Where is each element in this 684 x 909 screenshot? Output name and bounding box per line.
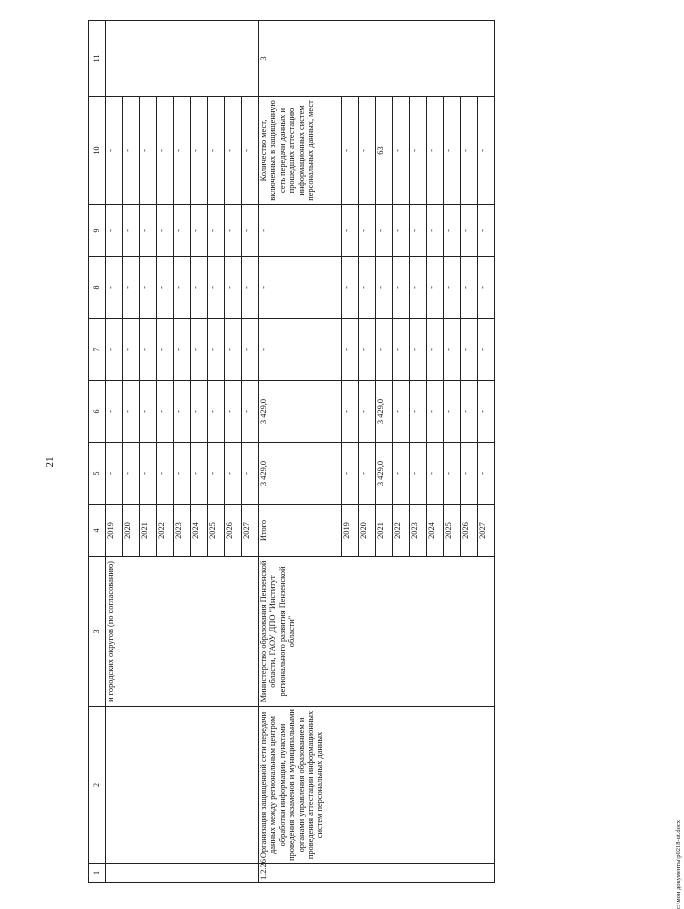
value-cell: - bbox=[140, 443, 157, 505]
value-cell: - bbox=[191, 257, 208, 319]
value-cell: - bbox=[106, 443, 123, 505]
value-cell: - bbox=[208, 257, 225, 319]
value-cell: - bbox=[393, 205, 410, 257]
value-cell: - bbox=[208, 319, 225, 381]
value-cell: - bbox=[174, 319, 191, 381]
value-cell: - bbox=[478, 205, 495, 257]
value-cell: - bbox=[157, 205, 174, 257]
table-row bbox=[106, 21, 123, 883]
value-cell: - bbox=[410, 205, 427, 257]
value-cell: - bbox=[461, 205, 478, 257]
row-number-cell bbox=[106, 864, 259, 883]
value-cell: - bbox=[242, 319, 259, 381]
program-table-rotated bbox=[88, 21, 532, 883]
value-cell: - bbox=[376, 319, 393, 381]
value-cell: - bbox=[410, 97, 427, 205]
value-cell: - bbox=[208, 381, 225, 443]
value-cell: - bbox=[444, 97, 461, 205]
column-number-6: 6 bbox=[89, 381, 106, 443]
row-name-cell bbox=[106, 707, 259, 864]
value-cell: - bbox=[359, 257, 376, 319]
value-cell: - bbox=[157, 97, 174, 205]
value-cell: - bbox=[242, 97, 259, 205]
value-cell: - bbox=[393, 443, 410, 505]
program-table bbox=[88, 20, 495, 883]
column-number-3: 3 bbox=[89, 557, 106, 707]
value-cell: - bbox=[444, 205, 461, 257]
total-value-cell: 3 429,0 bbox=[259, 443, 342, 505]
value-cell: - bbox=[140, 257, 157, 319]
column-number-1: 1 bbox=[89, 864, 106, 883]
column-number-2: 2 bbox=[89, 707, 106, 864]
value-cell: - bbox=[208, 443, 225, 505]
page-number: 21 bbox=[44, 456, 56, 468]
value-cell: - bbox=[140, 97, 157, 205]
value-cell: - bbox=[376, 257, 393, 319]
row-number-cell: 1.2.26 bbox=[259, 864, 495, 883]
total-value-cell: - bbox=[259, 319, 342, 381]
year-cell: 2019 bbox=[106, 505, 123, 557]
value-cell: - bbox=[225, 381, 242, 443]
year-cell: 2023 bbox=[410, 505, 427, 557]
value-cell: 3 429,0 bbox=[376, 443, 393, 505]
value-cell: - bbox=[376, 205, 393, 257]
column-number-10: 10 bbox=[89, 97, 106, 205]
value-cell: - bbox=[444, 443, 461, 505]
value-cell: - bbox=[225, 257, 242, 319]
value-cell: - bbox=[342, 381, 359, 443]
value-cell: - bbox=[191, 205, 208, 257]
column-number-7: 7 bbox=[89, 319, 106, 381]
value-cell: - bbox=[427, 205, 444, 257]
value-cell: - bbox=[123, 381, 140, 443]
value-cell: - bbox=[242, 257, 259, 319]
value-cell: - bbox=[359, 205, 376, 257]
year-cell: 2021 bbox=[376, 505, 393, 557]
value-cell: - bbox=[342, 97, 359, 205]
value-cell: - bbox=[461, 443, 478, 505]
value-cell: - bbox=[478, 97, 495, 205]
value-cell: - bbox=[123, 205, 140, 257]
value-cell: 63 bbox=[376, 97, 393, 205]
year-cell: 2027 bbox=[242, 505, 259, 557]
value-cell: - bbox=[106, 381, 123, 443]
year-cell: 2027 bbox=[478, 505, 495, 557]
value-cell: - bbox=[393, 381, 410, 443]
value-cell: - bbox=[359, 443, 376, 505]
value-cell: - bbox=[174, 443, 191, 505]
year-cell: 2024 bbox=[191, 505, 208, 557]
value-cell: - bbox=[410, 319, 427, 381]
column-number-5: 5 bbox=[89, 443, 106, 505]
value-cell: 3 429,0 bbox=[376, 381, 393, 443]
value-cell: - bbox=[140, 319, 157, 381]
value-cell: - bbox=[444, 257, 461, 319]
year-cell: 2022 bbox=[157, 505, 174, 557]
year-cell: 2022 bbox=[393, 505, 410, 557]
value-cell: - bbox=[427, 97, 444, 205]
value-cell: - bbox=[225, 97, 242, 205]
value-cell: - bbox=[410, 257, 427, 319]
value-cell: - bbox=[342, 443, 359, 505]
value-cell: - bbox=[157, 257, 174, 319]
year-cell: 2024 bbox=[427, 505, 444, 557]
column-number-row bbox=[89, 21, 106, 883]
column-number-4: 4 bbox=[89, 505, 106, 557]
value-cell: - bbox=[123, 443, 140, 505]
executor-cell: и городских округов (по согласованию) bbox=[106, 557, 259, 707]
value-cell: - bbox=[225, 319, 242, 381]
value-cell: - bbox=[359, 319, 376, 381]
value-cell: - bbox=[461, 257, 478, 319]
value-cell: - bbox=[140, 205, 157, 257]
value-cell: - bbox=[208, 205, 225, 257]
value-cell: - bbox=[106, 257, 123, 319]
value-cell: - bbox=[461, 381, 478, 443]
value-cell: - bbox=[461, 319, 478, 381]
value-cell: - bbox=[342, 205, 359, 257]
year-cell: 2019 bbox=[342, 505, 359, 557]
total-value-cell: - bbox=[259, 205, 342, 257]
year-cell: 2026 bbox=[461, 505, 478, 557]
value-cell: - bbox=[427, 319, 444, 381]
year-cell: 2023 bbox=[174, 505, 191, 557]
value-cell: - bbox=[157, 319, 174, 381]
value-cell: - bbox=[174, 97, 191, 205]
total-value-cell: 3 429,0 bbox=[259, 381, 342, 443]
value-cell: - bbox=[123, 257, 140, 319]
value-cell: - bbox=[427, 381, 444, 443]
value-cell: - bbox=[478, 381, 495, 443]
value-cell: - bbox=[106, 319, 123, 381]
value-cell: - bbox=[140, 381, 157, 443]
value-cell: - bbox=[461, 97, 478, 205]
column-number-8: 8 bbox=[89, 257, 106, 319]
value-cell: - bbox=[427, 443, 444, 505]
value-cell: - bbox=[157, 381, 174, 443]
value-cell: - bbox=[393, 319, 410, 381]
value-cell: - bbox=[174, 205, 191, 257]
value-cell: - bbox=[444, 319, 461, 381]
value-cell: - bbox=[359, 381, 376, 443]
value-cell: - bbox=[123, 319, 140, 381]
value-cell: - bbox=[478, 443, 495, 505]
table-row-total bbox=[259, 21, 342, 883]
col11-cell bbox=[106, 21, 259, 97]
value-cell: - bbox=[478, 319, 495, 381]
footer-file-path: c:\мои документы\p0218-ut.docx bbox=[675, 820, 682, 909]
value-cell: - bbox=[191, 381, 208, 443]
total-value-cell: - bbox=[259, 257, 342, 319]
value-cell: - bbox=[242, 205, 259, 257]
value-cell: - bbox=[410, 443, 427, 505]
value-cell: - bbox=[191, 443, 208, 505]
value-cell: - bbox=[444, 381, 461, 443]
value-cell: - bbox=[410, 381, 427, 443]
value-cell: - bbox=[174, 257, 191, 319]
value-cell: - bbox=[157, 443, 174, 505]
executor-cell: Министерство образования Пензенской области, ГАОУ ДПО "Институт регионального развития Пензенской области" bbox=[259, 557, 495, 707]
value-cell: - bbox=[191, 97, 208, 205]
year-cell: 2025 bbox=[444, 505, 461, 557]
value-cell: - bbox=[342, 319, 359, 381]
value-cell: - bbox=[225, 443, 242, 505]
column-number-11: 11 bbox=[89, 21, 106, 97]
value-cell: - bbox=[123, 97, 140, 205]
value-cell: - bbox=[393, 97, 410, 205]
value-cell: - bbox=[106, 97, 123, 205]
value-cell: - bbox=[393, 257, 410, 319]
col11-cell: 3 bbox=[259, 21, 495, 97]
row-name-cell: Организация защищенной сети передачи данных между региональным центром обработки информации, пунктами проведения экзаменов и муниципальными органами управления образованием и проведения аттестации информационных систем персональных данных bbox=[259, 707, 495, 864]
year-cell: 2025 bbox=[208, 505, 225, 557]
total-value-cell: Количество мест, включенных в защищенную сеть передачи данных и прошедших аттестацию информационных систем персональных данных, мест bbox=[259, 97, 342, 205]
value-cell: - bbox=[191, 319, 208, 381]
year-cell: 2021 bbox=[140, 505, 157, 557]
value-cell: - bbox=[427, 257, 444, 319]
value-cell: - bbox=[478, 257, 495, 319]
year-cell: 2020 bbox=[359, 505, 376, 557]
value-cell: - bbox=[208, 97, 225, 205]
column-number-9: 9 bbox=[89, 205, 106, 257]
value-cell: - bbox=[242, 381, 259, 443]
value-cell: - bbox=[225, 205, 242, 257]
year-cell: 2020 bbox=[123, 505, 140, 557]
value-cell: - bbox=[342, 257, 359, 319]
value-cell: - bbox=[242, 443, 259, 505]
value-cell: - bbox=[106, 205, 123, 257]
value-cell: - bbox=[359, 97, 376, 205]
value-cell: - bbox=[174, 381, 191, 443]
total-label-cell: Итого bbox=[259, 505, 342, 557]
year-cell: 2026 bbox=[225, 505, 242, 557]
